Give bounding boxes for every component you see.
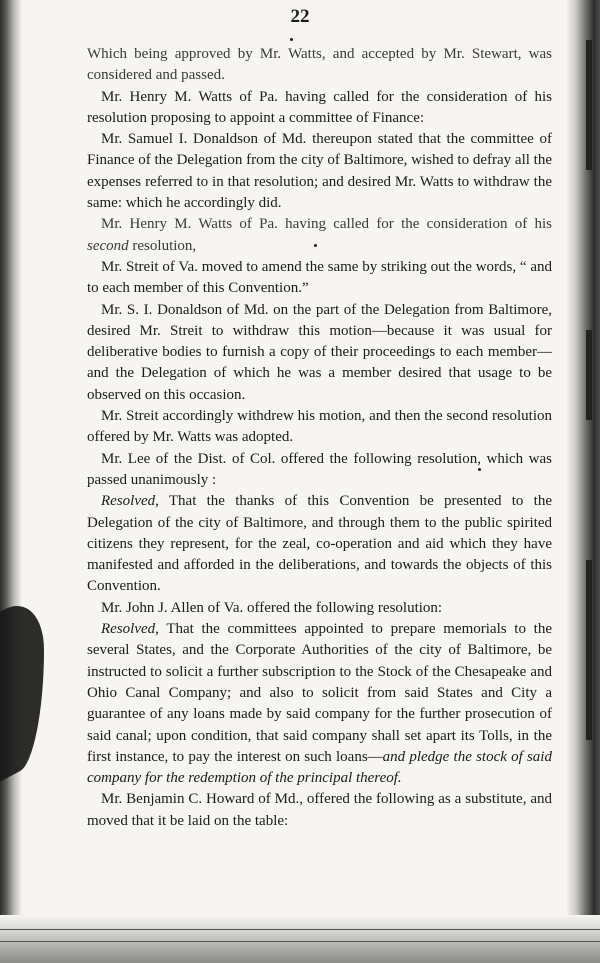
paragraph: Mr. Benjamin C. Howard of Md., offered the following as a substitute, and moved that it be laid on the table: (87, 791, 552, 829)
edge-streak (586, 40, 592, 170)
edge-line (0, 941, 600, 942)
ink-blot (0, 588, 44, 781)
edge-streak (586, 330, 592, 420)
edge-line (0, 929, 600, 930)
body-text (87, 44, 552, 832)
print-speck (290, 38, 293, 41)
paragraph: Mr. Lee of the Dist. of Col. offered the following resolution, which was passed unanimously : (87, 450, 552, 488)
left-page-edge-shadow (0, 0, 22, 963)
paragraph: Mr. John J. Allen of Va. offered the following resolution: (101, 599, 443, 616)
page-number: 22 (290, 6, 310, 27)
paragraph: Mr. Samuel I. Donaldson of Md. thereupon stated that the committee of Finance of the Delegation from the city of Baltimore, wished to defray all the expenses referred to in that resolution; and desired Mr. Watts to withdraw the same: which he accordingly did. (87, 131, 552, 212)
paragraph: Mr. Henry M. Watts of Pa. having called for the consideration of his resolution proposing to appoint a committee of Finance: (87, 88, 552, 126)
right-page-edge-shadow (566, 0, 600, 963)
paragraph: Mr. Streit accordingly withdrew his motion, and then the second resolution offered by Mr. Watts was adopted. (87, 408, 552, 446)
paragraph: Resolved, That the thanks of this Convention be presented to the Delegation of the city of Baltimore, and through them to the public spirited citizens they represent, for the zeal, co-operation and aid which they have manifested and afforded in the deliberations, and towards the objects of this Convention. (87, 493, 552, 595)
paragraph: Resolved, That the committees appointed to prepare memorials to the several States, and the Corporate Authorities of the city of Baltimore, be instructed to solicit a further subscription to the Stock of the Chesapeake and Ohio Canal Company; and also to solicit from said States and City a guarantee of any loans made by said company for the further prosecution of said canal; upon condition, that said company shall set apart its Tolls, in the first instance, to pay the interest on such loans—and pledge the stock of said company for the redemption of the principal thereof. (87, 621, 552, 787)
paragraph: Mr. Streit of Va. moved to amend the same by striking out the words, “ and to each member of this Convention.” (87, 258, 552, 297)
paragraph: Mr. Henry M. Watts of Pa. having called for the consideration of his second resolution, (87, 216, 552, 254)
edge-streak (586, 560, 592, 740)
paragraph: Mr. S. I. Donaldson of Md. on the part of the Delegation from Baltimore, desired Mr. Streit to withdraw this motion—because it was usual for deliberative bodies to furnish a copy of their proceedings to each member—and the Delegation of which he was a member desired that usage to be observed on this occasion. (87, 301, 552, 403)
bottom-page-edge (0, 915, 600, 963)
paragraph: Which being approved by Mr. Watts, and accepted by Mr. Stewart, was considered and passed. (87, 46, 552, 84)
